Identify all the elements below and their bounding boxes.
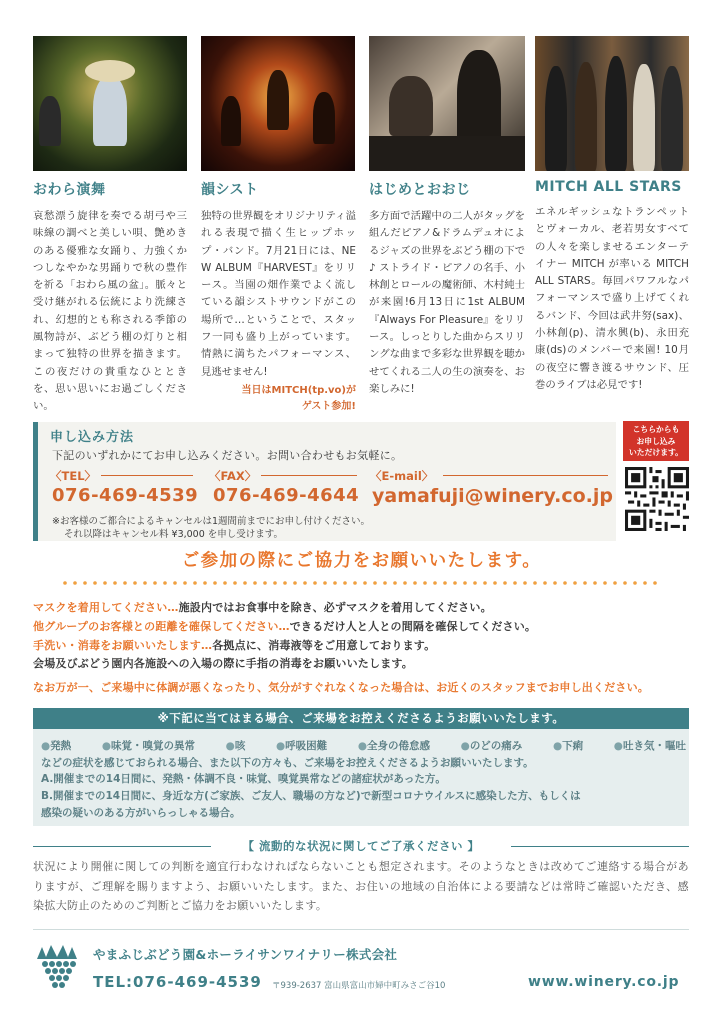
divider-dot [193, 581, 197, 585]
divider-dot [73, 581, 77, 585]
cancel-note: ※お客様のご都合によるキャンセルは1週間前までにお申し付けください。 [52, 516, 371, 527]
health-notice-box [33, 708, 689, 826]
divider-dot [553, 581, 557, 585]
divider-dot [403, 581, 407, 585]
divider-dot [303, 581, 307, 585]
divider-dot [93, 581, 97, 585]
footer-tel[interactable]: TEL:076-469-4539 [93, 973, 262, 991]
divider-dot [323, 581, 327, 585]
symptom-item: ●味覚・嗅覚の異常 [101, 740, 195, 752]
grape-logo-icon [33, 943, 81, 991]
symptom-list [41, 738, 686, 753]
divider-dot [63, 581, 67, 585]
application-lead: 下記のいずれかにてお申し込みください。お問い合わせもお気軽に。 [52, 449, 403, 462]
divider-dot [483, 581, 487, 585]
divider-dot [263, 581, 267, 585]
symptom-item: ●下痢 [552, 740, 584, 752]
artist-inshisuto [201, 36, 356, 415]
divider-dot [603, 581, 607, 585]
divider [443, 475, 608, 476]
application-box [33, 422, 616, 541]
divider-dot [593, 581, 597, 585]
guest-note: 当日はMITCH(tp.vo)が ゲスト参加! [241, 384, 356, 412]
divider-dot [393, 581, 397, 585]
divider-dot [623, 581, 627, 585]
divider-dot [313, 581, 317, 585]
accent-bar [33, 422, 38, 541]
band-members-photo [535, 36, 689, 171]
artist-title: MITCH ALL STARS [535, 179, 682, 195]
divider-dot [273, 581, 277, 585]
divider-dot [493, 581, 497, 585]
artist-mitch-all-stars [535, 36, 689, 394]
footer-address: 〒939-2637 富山県富山市婦中町みさご谷10 [272, 981, 446, 991]
divider-dot [433, 581, 437, 585]
cancel-fee-note: それ以降はキャンセル料 ¥3,000 を申し受けます。 [64, 529, 284, 540]
divider-dot [243, 581, 247, 585]
divider-dot [523, 581, 527, 585]
emergency-note: なお万が一、ご来場中に体調が悪くなったり、気分がすぐれなくなった場合は、お近くのスタッフまでお申し出ください。 [33, 681, 649, 694]
cooperation-title: ご参加の際にご協力をお願いいたします。 [181, 551, 542, 571]
rule-distance: 他グループのお客様との距離を確保してください…できるだけ人と人との間隔を確保してください。 [33, 620, 537, 633]
symptom-item: ●全身の倦怠感 [357, 740, 430, 752]
divider-dot [123, 581, 127, 585]
divider-dot [653, 581, 657, 585]
health-line: 感染の疑いのある方がいらっしゃる場合。 [41, 807, 241, 819]
company-name: やまふじぶどう園&ホーライサンワイナリー株式会社 [93, 947, 398, 962]
symptom-item: ●呼吸困難 [275, 740, 328, 752]
footer-website-link[interactable]: www.winery.co.jp [528, 974, 680, 990]
situation-heading: 【 流動的な状況に関してご了承ください 】 [242, 839, 480, 853]
artist-hajime-to-ooji [369, 36, 525, 398]
divider-dot [133, 581, 137, 585]
situation-body: 状況により開催に関しての判断を適宜行わなければならないことも想定されます。そのようなときは改めてご連絡する場合がありますが、ご理解を賜りますよう、お願いいたします。また、お住いの地域の自治体による要請などは常時ご確認いただき、感染拡大防止のためのご判断とご協力をお願いいたします。 [33, 860, 689, 912]
divider-dot [173, 581, 177, 585]
artist-section [33, 36, 689, 413]
divider-dot [363, 581, 367, 585]
divider [101, 475, 193, 476]
owara-dance-photo [33, 36, 187, 171]
artist-owara [33, 36, 187, 416]
rule-disinfect: 会場及びぶどう園内各施設への入場の際に手指の消毒をお願いいたします。 [33, 657, 413, 670]
health-line: などの症状を感じておられる場合、また以下の方々も、ご来場をお控えくださるようお願いいたします。 [41, 757, 534, 769]
symptom-item: ●発熱 [41, 740, 72, 752]
divider-dot [353, 581, 357, 585]
divider-dot [233, 581, 237, 585]
symptom-item: ●のどの痛み [460, 740, 523, 752]
divider-dot [333, 581, 337, 585]
divider-dot [643, 581, 647, 585]
divider-dot [203, 581, 207, 585]
divider-dot [613, 581, 617, 585]
divider-dot [573, 581, 577, 585]
divider-dot [473, 581, 477, 585]
divider-dot [163, 581, 167, 585]
divider-dot [223, 581, 227, 585]
symptom-item: ●咳 [225, 740, 246, 752]
health-heading: ※下記に当てはまる場合、ご来場をお控えくださるようお願いいたします。 [33, 708, 689, 729]
artist-description: 独特の世界観をオリジナリティ溢れる表現で描く生ヒップホップ・バンド。7月21日には、NEW ALBUM『HARVEST』をリリース。当園の畑作業でよく流している韻シストサウンドがこの場所で…ということで、スタッフ一同も盛り上がっています。情熱に満ちたパフォーマンス、見逃せません! [201, 210, 356, 378]
divider-dot [143, 581, 147, 585]
divider-dot [513, 581, 517, 585]
divider-dot [153, 581, 157, 585]
divider-dot [463, 581, 467, 585]
divider-dot [423, 581, 427, 585]
divider-dot [83, 581, 87, 585]
symptom-item: ●吐き気・嘔吐 [613, 740, 686, 752]
divider-dot [583, 581, 587, 585]
qr-code[interactable] [625, 467, 689, 531]
qr-badge: こちらからも お申し込み いただけます。 [623, 421, 689, 461]
divider-dot [103, 581, 107, 585]
divider-dot [443, 581, 447, 585]
inshisuto-live-photo [201, 36, 355, 171]
divider-dot [183, 581, 187, 585]
situation-heading-row [33, 838, 689, 854]
divider-dot [543, 581, 547, 585]
artist-description: 哀愁漂う旋律を奏でる胡弓や三味線の調べと美しい唄、艶めきのある優雅な女踊り、力強くかつしなやかな男踊りで秋の豊作を祈る「おわら風の盆」。脈々と受け継がれる伝統により洗練され、幻想的とも称される季節の風物詩が、ぶどう棚の灯りと相まって独特の世界を描きます。この夜だけの貴重なひとときを、思い思いにお過ごしください。 [33, 210, 187, 413]
tel-number[interactable]: 076-469-4539 [52, 485, 199, 506]
piano-drum-duo-photo [369, 36, 525, 171]
divider-dot [113, 581, 117, 585]
divider-dot [503, 581, 507, 585]
divider-dot [413, 581, 417, 585]
footer-divider [33, 929, 689, 930]
health-line: A.開催までの14日間に、発熱・体調不良・味覚、嗅覚異常などの諸症状があった方。 [41, 773, 446, 785]
divider-dot [343, 581, 347, 585]
divider-dot [563, 581, 567, 585]
divider-dot [383, 581, 387, 585]
artist-title: 韻シスト [201, 182, 259, 198]
artist-title: おわら演舞 [33, 182, 106, 198]
divider-dot [373, 581, 377, 585]
divider-dot [633, 581, 637, 585]
divider-dot [533, 581, 537, 585]
divider [261, 475, 357, 476]
email-label: 〈E-mail〉 [370, 469, 434, 483]
fax-label: 〈FAX〉 [209, 469, 257, 483]
divider-dot [213, 581, 217, 585]
divider-dot [253, 581, 257, 585]
fax-number: 076-469-4644 [213, 485, 360, 506]
email-address[interactable]: yamafuji@winery.co.jp [372, 485, 613, 507]
rule-handwash: 手洗い・消毒をお願いいたします…各拠点に、消毒液等をご用意しております。 [33, 639, 436, 652]
divider-dot [293, 581, 297, 585]
tel-label: 〈TEL〉 [50, 469, 97, 483]
rule-mask: マスクを着用してください…施設内ではお食事中を除き、必ずマスクを着用してください。 [33, 601, 492, 614]
health-line: B.開催までの14日間に、身近な方(ご家族、ご友人、職場の方など)で新型コロナウイルスに感染した方、もしくは [41, 790, 581, 802]
application-heading: 申し込み方法 [50, 430, 135, 445]
divider-dot [453, 581, 457, 585]
divider-dot [283, 581, 287, 585]
artist-description: エネルギッシュなトランペットとヴォーカル、老若男女すべての人々を楽しませるエンターテイナー MITCH が率いる MITCH ALL STARS。毎回パワフルなパフォーマンスで盛り上げてくれるバンド、今回は武井努(sax)、小林創(p)、清水興(b)、永田充康(ds)のメンバーで来園! 10月の夜空に響き渡るサウンド、圧巻のライブは必見です! [535, 206, 689, 391]
dotted-divider [62, 580, 662, 586]
artist-description: 多方面で活躍中の二人がタッグを組んだピアノ&ドラムデュオによるジャズの世界をぶどう棚の下で♪ ストライド・ピアノの名手、小林創とロールの魔術師、木村純士が来園!6月13日に1st ALBUM『Always For Pleasure』をリリース。しっとりした曲からスリリングな曲まで多彩な世界観を聴かせてくれる二人の生の演奏を、お楽しみに! [369, 210, 525, 395]
artist-title: はじめとおおじ [369, 182, 471, 198]
